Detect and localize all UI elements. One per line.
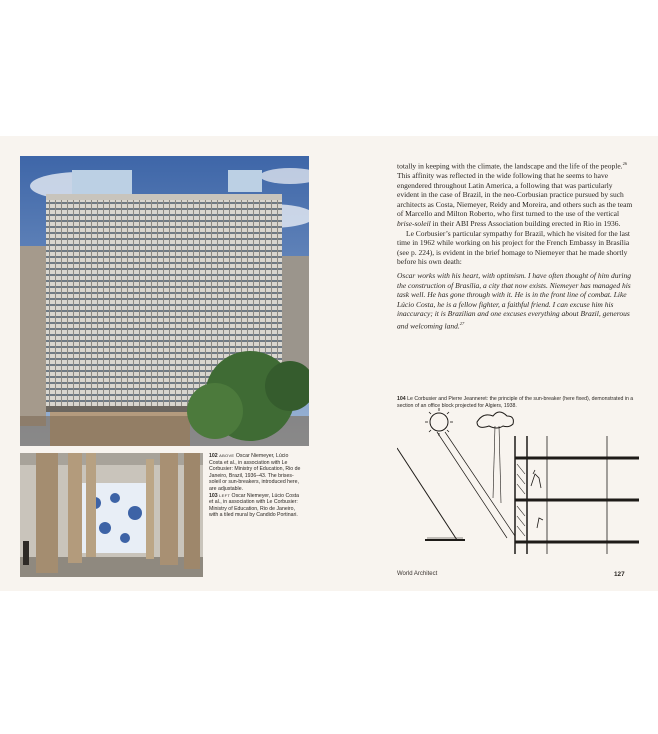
paragraph-1-end: in their ABI Press Association building erected in Rio in 1936.	[430, 219, 621, 229]
figure-number: 104	[397, 396, 406, 402]
body-text	[397, 159, 633, 331]
footnote-ref-26: 26	[622, 161, 628, 166]
caption-text-102: Oscar Niemeyer, Lúcio Costa et al., in association with Le Corbusier: Ministry of Education, Rio de Janeiro, Brazil, 1936–43. The brises-soleil or sun-breakers, introduced here, are adjustable.	[209, 453, 301, 492]
paragraph-1-middle: This affinity was reflected in the wide following that he seems to have engendered throughout Latin America, a following that was particularly evident in the case of Brazil, in the neo-Corbusian practice pursued by such architects as Costa, Niemeyer, Reidy and Moreira, and others such as the team of Marcello and Milton Roberto, who first turned to the use of the vertical	[397, 171, 633, 219]
quotation-text: Oscar works with his heart, with optimism. I have often thought of him during the construction of Brasília, a city that now exists. Niemeyer has managed his task well. He has gone through with it. He is in the front line of combat. Like Lúcio Costa, he is a fellow fighter, a faithful friend. I can excuse him his inaccuracy; it is Brazilian and one excuses everything about Brazil, generous and welcoming land.	[397, 271, 631, 331]
caption-position-102: ABOVE	[219, 453, 235, 458]
paragraph-2: Le Corbusier’s particular sympathy for Brazil, which he visited for the last time in 1962 while working on his project for the French Embassy in Brasília (see p. 224), is evident in the brief homage to Niemeyer that he made shortly before his own death:	[397, 228, 630, 267]
ministry-building-photo	[20, 156, 309, 446]
paragraph-1-start: totally in keeping with the climate, the landscape and the life of the people.	[397, 161, 623, 171]
paragraph-1	[397, 159, 633, 229]
caption-text-103: Oscar Niemeyer, Lúcio Costa et al., in association with Le Corbusier: Ministry of Education, Rio de Janeiro, with a tiled mural by Candido Portinari.	[209, 492, 300, 519]
photo-caption	[209, 453, 303, 519]
running-footer-title: World Architect	[397, 571, 438, 577]
paragraph-1-italic-term: brise-soleil	[397, 219, 431, 229]
pilotis-mural-photo	[20, 453, 203, 577]
caption-number-103: 103	[209, 492, 218, 499]
figure-caption-text: Le Corbusier and Pierre Jeanneret: the principle of the sun-breaker (here fixed), demonstrated in a section of an office block projected for Algiers, 1938.	[397, 396, 634, 409]
page-number: 127	[614, 571, 625, 578]
sun-icon	[430, 413, 448, 431]
cloud-icon	[477, 412, 513, 428]
sun-breaker-drawing	[397, 408, 639, 558]
footnote-ref-27: 27	[459, 321, 465, 326]
quotation	[397, 271, 633, 331]
caption-number-102: 102	[209, 453, 218, 459]
caption-position-103: LEFT	[219, 492, 231, 498]
